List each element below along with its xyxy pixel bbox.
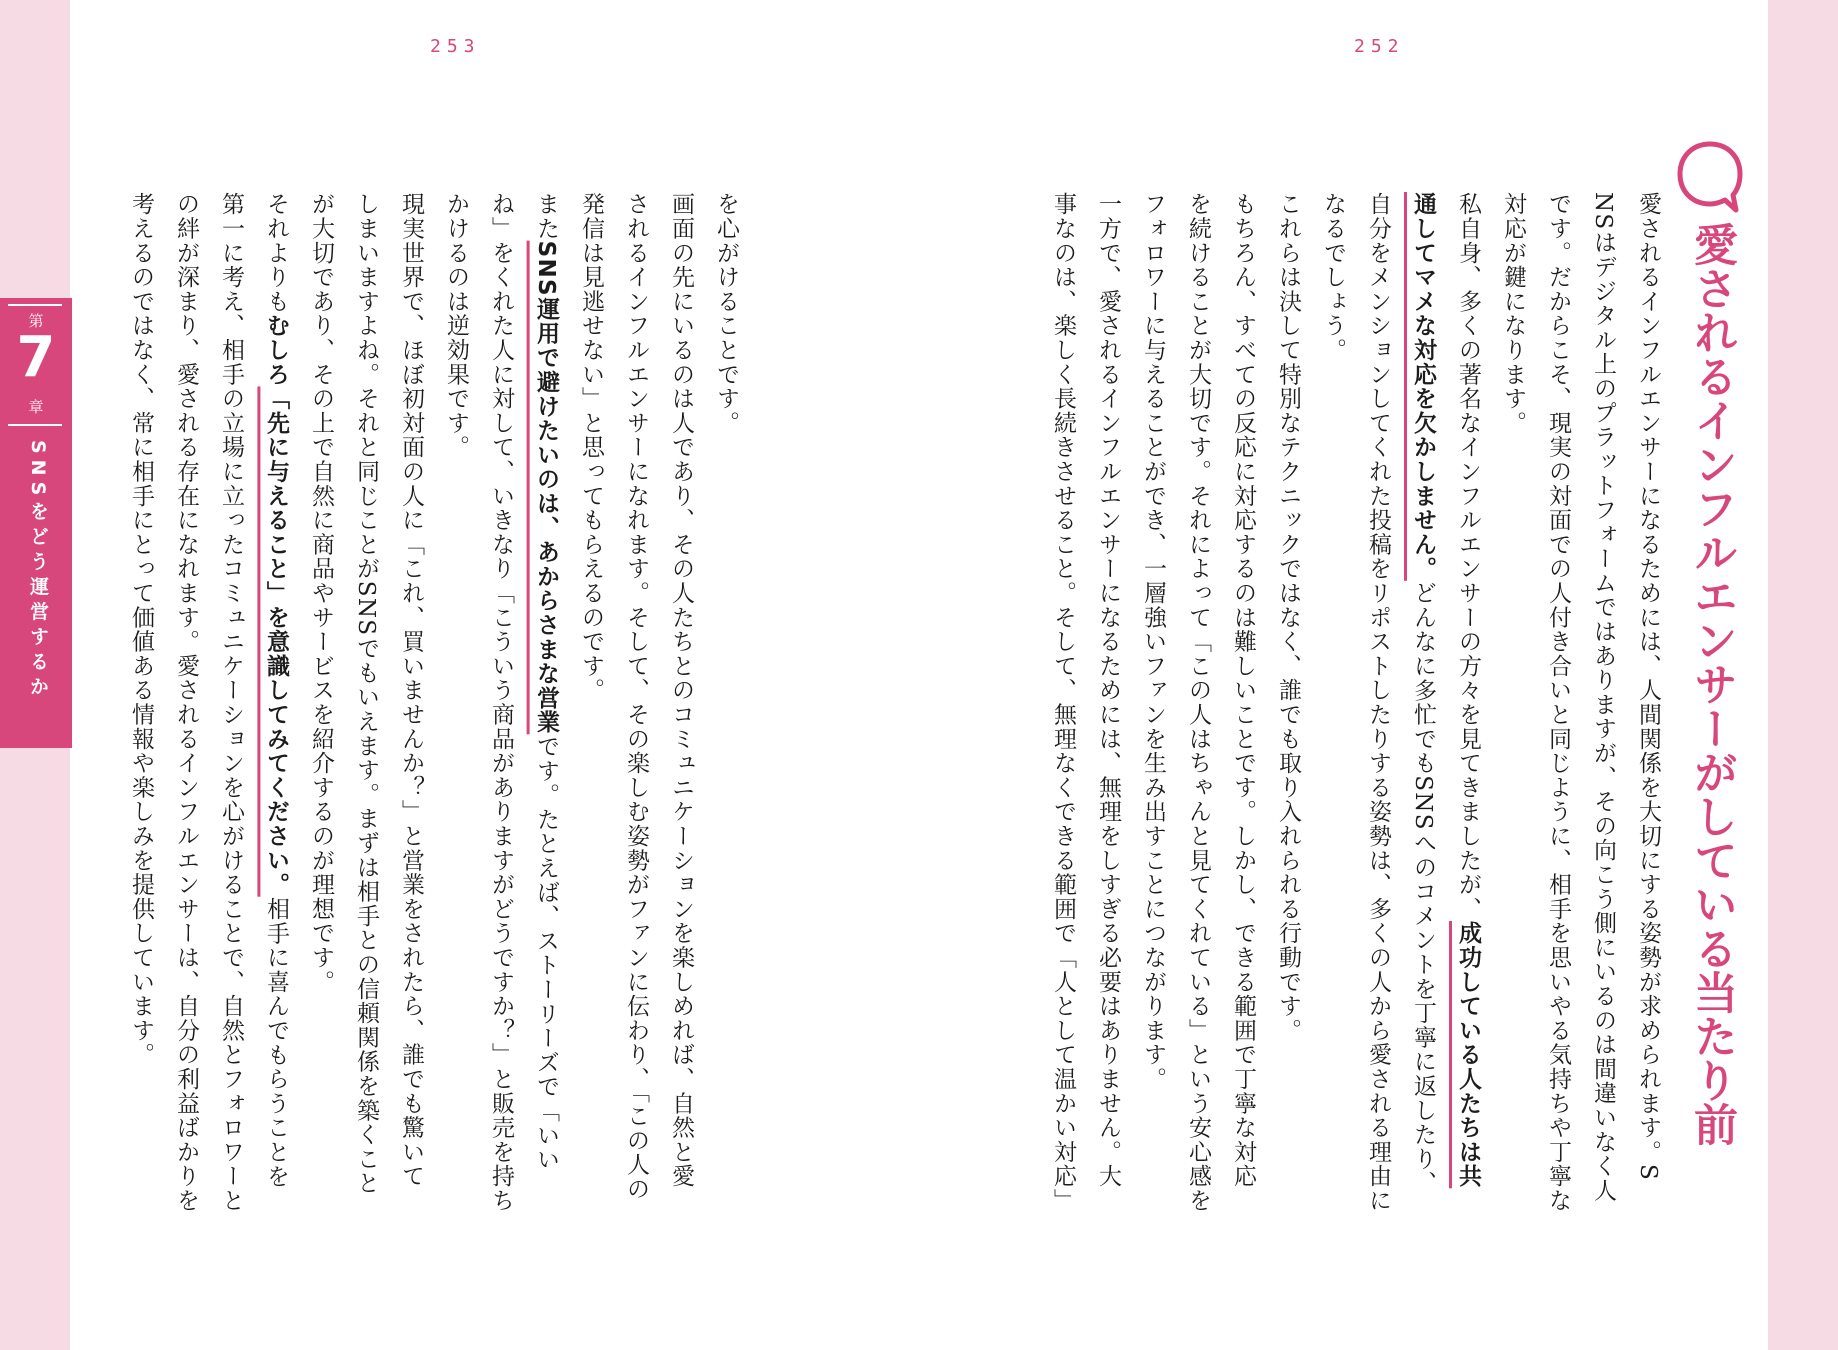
- text-run: です。たとえば、ストーリーズで「いい: [533, 734, 559, 1172]
- text-column: [1400, 192, 1445, 1272]
- chapter-title: SNSをどう運営するか: [27, 440, 49, 702]
- text-column: [433, 192, 478, 1272]
- right-margin-band: [1768, 0, 1838, 1350]
- text-run: 対応が鍵になります。: [1500, 192, 1526, 435]
- text-column: [1175, 192, 1220, 1272]
- section-heading: 愛されるインフルエンサーがしている当たり前: [1686, 222, 1737, 1146]
- text-column: [208, 192, 253, 1272]
- tab-divider-bottom: [8, 424, 62, 426]
- text-column: [703, 192, 748, 1272]
- highlighted-text: 成功している人たちは共: [1455, 921, 1481, 1189]
- text-column: [1445, 192, 1490, 1272]
- text-run: 考えるのではなく、常に相手にとって価値ある情報や楽しみを提供しています。: [128, 192, 154, 1067]
- text-column: [163, 192, 208, 1272]
- text-run: 第一に考え、相手の立場に立ったコミュニケーションを心がけることで、自然とフォロワーと: [218, 192, 244, 1213]
- chapter-number: 7: [16, 325, 56, 390]
- text-column: [118, 192, 163, 1272]
- text-run: の絆が深まり、愛される存在になれます。愛されるインフルエンサーは、自分の利益ばかりを: [173, 192, 199, 1213]
- tab-divider-top: [8, 304, 62, 306]
- text-column: [1130, 192, 1175, 1272]
- text-run: どんなに多忙でもSNSへのコメントを丁寧に返したり、: [1410, 580, 1436, 1196]
- text-run: です。だからこそ、現実の対面での人付き合いと同じように、相手を思いやる気持ちや丁寧な: [1545, 192, 1571, 1213]
- text-run: それよりも: [263, 192, 289, 314]
- text-run: を心がけることです。: [713, 192, 739, 435]
- page-number-left: 253: [430, 36, 481, 57]
- text-run: 事なのは、楽しく長続きさせること。そして、無理なくできる範囲で「人として温かい対応」: [1050, 192, 1076, 1213]
- text-column: [1265, 192, 1310, 1272]
- text-run: また: [533, 192, 559, 241]
- text-run: 現実世界で、ほぼ初対面の人に「これ、買いませんか？」と営業をされたら、誰でも驚いて: [398, 192, 424, 1189]
- text-column: [1220, 192, 1265, 1272]
- text-column: [523, 192, 568, 1272]
- text-run: 自分をメンションしてくれた投稿をリポストしたりする姿勢は、多くの人から愛される理由に: [1365, 192, 1391, 1213]
- text-column: [298, 192, 343, 1272]
- text-run: 一方で、愛されるインフルエンサーになるためには、無理をしすぎる必要はありません。大: [1095, 192, 1121, 1189]
- text-run: 発信は見逃せない」と思ってもらえるのです。: [578, 192, 604, 703]
- text-run: これらは決して特別なテクニックではなく、誰でも取り入れられる行動です。: [1275, 192, 1301, 1043]
- text-run: されるインフルエンサーになれます。そして、その楽しむ姿勢がファンに伝わり、「この人の: [623, 192, 649, 1202]
- text-run: しまいますよね。それと同じことがSNSでもいえます。まずは相手との信頼関係を築くこと: [353, 192, 379, 1196]
- highlighted-text: 「先に与えること」を意識してみてください。: [263, 386, 289, 897]
- highlighted-text: 通してマメな対応を欠かしません。: [1410, 192, 1436, 581]
- text-column: [253, 192, 298, 1272]
- text-run: なるでしょう。: [1320, 192, 1346, 363]
- text-run: ね」をくれた人に対して、いきなり「こういう商品がありますがどうですか？」と販売を持ち: [488, 192, 514, 1213]
- text-run: かけるのは逆効果です。: [443, 192, 469, 460]
- text-column: [343, 192, 388, 1272]
- text-column: [1580, 192, 1625, 1272]
- right-page-body: [1040, 192, 1670, 1272]
- text-column: [1355, 192, 1400, 1272]
- chapter-suffix: 章: [28, 398, 44, 416]
- text-run: が大切であり、その上で自然に商品やサービスを紹介するのが理想です。: [308, 192, 334, 994]
- text-column: [388, 192, 433, 1272]
- text-column: [658, 192, 703, 1272]
- speech-bubble-icon: [1676, 140, 1744, 216]
- left-page-body: [118, 192, 748, 1272]
- text-run: フォロワーに与えることができ、一層強いファンを生み出すことにつながります。: [1140, 192, 1166, 1092]
- text-run: 相手に喜んでもらうことを: [263, 896, 289, 1189]
- text-column: [1040, 192, 1085, 1272]
- text-run: もちろん、すべての反応に対応するのは難しいことです。しかし、できる範囲で丁寧な対応: [1230, 192, 1256, 1189]
- chapter-prefix: 第: [28, 312, 44, 330]
- text-column: [568, 192, 613, 1272]
- text-run: NSはデジタル上のプラットフォームではありますが、その向こう側にいるのは間違いなく人: [1590, 192, 1616, 1203]
- highlighted-text: SNS運用で避けたいのは、あからさまな営業: [533, 240, 559, 735]
- text-column: [1310, 192, 1355, 1272]
- text-run: 愛されるインフルエンサーになるためには、人間関係を大切にする姿勢が求められます。S: [1635, 192, 1661, 1182]
- page-number-right: 252: [1354, 36, 1405, 57]
- text-column: [1625, 192, 1670, 1272]
- text-run: 画面の先にいるのは人であり、その人たちとのコミュニケーションを楽しめれば、自然と愛: [668, 192, 694, 1189]
- text-column: [478, 192, 523, 1272]
- text-column: [1535, 192, 1580, 1272]
- text-run: 私自身、多くの著名なインフルエンサーの方々を見てきましたが、: [1455, 192, 1481, 921]
- text-column: [613, 192, 658, 1272]
- text-column: [1490, 192, 1535, 1272]
- bold-text: むしろ: [263, 313, 289, 387]
- text-column: [1085, 192, 1130, 1272]
- text-run: を続けることが大切です。それによって「この人はちゃんと見てくれている」という安心感を: [1185, 192, 1211, 1213]
